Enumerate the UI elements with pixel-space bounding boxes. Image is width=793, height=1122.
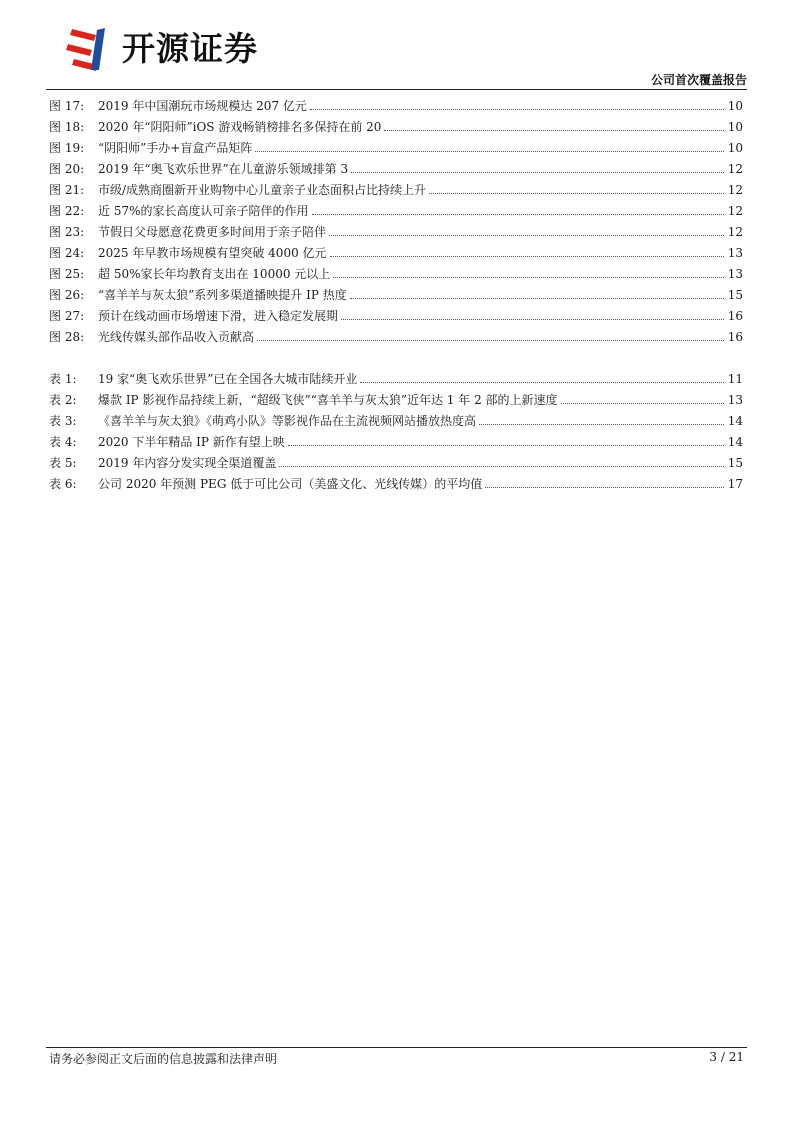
entry-page: 12	[727, 162, 743, 176]
toc-entry[interactable]	[49, 96, 743, 117]
entry-label: 图 22:	[49, 204, 85, 218]
entry-page: 13	[727, 393, 743, 407]
entry-title: 2019 年中国潮玩市场规模达 207 亿元	[98, 99, 307, 113]
toc-entry[interactable]	[49, 201, 743, 222]
entry-label: 图 27:	[49, 309, 85, 323]
dot-leader	[310, 109, 724, 110]
dot-leader	[360, 382, 724, 383]
dot-leader	[351, 172, 724, 173]
entry-label: 图 28:	[49, 330, 85, 344]
figure-list	[49, 96, 743, 348]
dot-leader	[255, 151, 724, 152]
dot-leader	[479, 424, 724, 425]
entry-title: “阴阳师”手办+盲盒产品矩阵	[98, 141, 253, 155]
toc-entry[interactable]	[49, 369, 743, 390]
toc-entry[interactable]	[49, 222, 743, 243]
toc-entry[interactable]	[49, 474, 743, 495]
entry-page: 12	[727, 204, 743, 218]
entry-title: 2019 年“奥飞欢乐世界”在儿童游乐领域排第 3	[98, 162, 349, 176]
entry-label: 表 3:	[49, 414, 77, 428]
entry-label: 图 17:	[49, 99, 85, 113]
toc-entry[interactable]	[49, 180, 743, 201]
toc-entry[interactable]	[49, 159, 743, 180]
footer-divider	[46, 1047, 747, 1048]
entry-page: 13	[727, 267, 743, 281]
entry-label: 图 21:	[49, 183, 85, 197]
entry-page: 14	[727, 435, 743, 449]
toc-entry[interactable]	[49, 411, 743, 432]
entry-title: 超 50%家长年均教育支出在 10000 元以上	[98, 267, 331, 281]
report-type: 公司首次覆盖报告	[650, 73, 747, 87]
entry-page: 10	[727, 99, 743, 113]
entry-label: 图 24:	[49, 246, 85, 260]
toc-entry[interactable]	[49, 390, 743, 411]
toc-entry[interactable]	[49, 243, 743, 264]
entry-title: “喜羊羊与灰太狼”系列多渠道播映提升 IP 热度	[98, 288, 347, 302]
dot-leader	[350, 298, 724, 299]
dot-leader	[330, 256, 724, 257]
entry-page: 15	[727, 288, 743, 302]
toc-entry[interactable]	[49, 117, 743, 138]
dot-leader	[384, 130, 724, 131]
dot-leader	[312, 214, 725, 215]
entry-label: 图 25:	[49, 267, 85, 281]
entry-title: 公司 2020 年预测 PEG 低于可比公司（美盛文化、光线传媒）的平均值	[98, 477, 483, 491]
entry-title: 2019 年内容分发实现全渠道覆盖	[98, 456, 277, 470]
entry-title: 市级/成熟商圈新开业购物中心儿童亲子业态面积占比持续上升	[98, 183, 427, 197]
entry-title: 预计在线动画市场增速下滑，进入稳定发展期	[98, 309, 339, 323]
entry-page: 16	[727, 330, 743, 344]
entry-page: 16	[727, 309, 743, 323]
dot-leader	[333, 277, 724, 278]
toc-entry[interactable]	[49, 264, 743, 285]
dot-leader	[341, 319, 724, 320]
entry-title: 爆款 IP 影视作品持续上新，“超级飞侠”“喜羊羊与灰太狼”近年达 1 年 2 部的上新速度	[98, 393, 558, 407]
entry-label: 表 4:	[49, 435, 77, 449]
toc-entry[interactable]	[49, 306, 743, 327]
entry-page: 14	[727, 414, 743, 428]
entry-label: 表 5:	[49, 456, 77, 470]
entry-page: 12	[727, 225, 743, 239]
entry-title: 2025 年早教市场规模有望突破 4000 亿元	[98, 246, 327, 260]
entry-page: 15	[727, 456, 743, 470]
header-divider	[46, 89, 747, 90]
entry-title: 光线传媒头部作品收入贡献高	[98, 330, 255, 344]
entry-page: 13	[727, 246, 743, 260]
entry-label: 表 6:	[49, 477, 77, 491]
entry-title: 近 57%的家长高度认可亲子陪伴的作用	[98, 204, 309, 218]
entry-title: 《喜羊羊与灰太狼》《萌鸡小队》等影视作品在主流视频网站播放热度高	[98, 414, 477, 428]
dot-leader	[279, 466, 724, 467]
entry-label: 表 2:	[49, 393, 77, 407]
brand-logo	[66, 26, 258, 72]
page-number: 3 / 21	[709, 1050, 744, 1064]
dot-leader	[561, 403, 724, 404]
entry-label: 图 19:	[49, 141, 85, 155]
toc-entry[interactable]	[49, 285, 743, 306]
brand-mark-icon	[66, 26, 110, 72]
entry-page: 11	[727, 372, 743, 386]
entry-title: 节假日父母愿意花费更多时间用于亲子陪伴	[98, 225, 327, 239]
toc-entry[interactable]	[49, 327, 743, 348]
entry-page: 10	[727, 120, 743, 134]
entry-label: 表 1:	[49, 372, 77, 386]
dot-leader	[257, 340, 724, 341]
entry-label: 图 26:	[49, 288, 85, 302]
toc-entry[interactable]	[49, 138, 743, 159]
dot-leader	[288, 445, 724, 446]
entry-label: 图 20:	[49, 162, 85, 176]
entry-title: 2020 下半年精品 IP 新作有望上映	[98, 435, 285, 449]
entry-page: 12	[727, 183, 743, 197]
table-list	[49, 369, 743, 495]
entry-title: 2020 年“阴阳师”iOS 游戏畅销榜排名多保持在前 20	[98, 120, 382, 134]
entry-title: 19 家“奥飞欢乐世界”已在全国各大城市陆续开业	[98, 372, 358, 386]
dot-leader	[329, 235, 724, 236]
dot-leader	[485, 487, 724, 488]
toc-entry[interactable]	[49, 432, 743, 453]
entry-label: 图 23:	[49, 225, 85, 239]
dot-leader	[429, 193, 724, 194]
entry-page: 10	[727, 141, 743, 155]
entry-label: 图 18:	[49, 120, 85, 134]
footer-disclaimer: 请务必参阅正文后面的信息披露和法律声明	[49, 1052, 278, 1066]
toc-entry[interactable]	[49, 453, 743, 474]
brand-name: 开源证券	[122, 29, 258, 68]
entry-page: 17	[727, 477, 743, 491]
